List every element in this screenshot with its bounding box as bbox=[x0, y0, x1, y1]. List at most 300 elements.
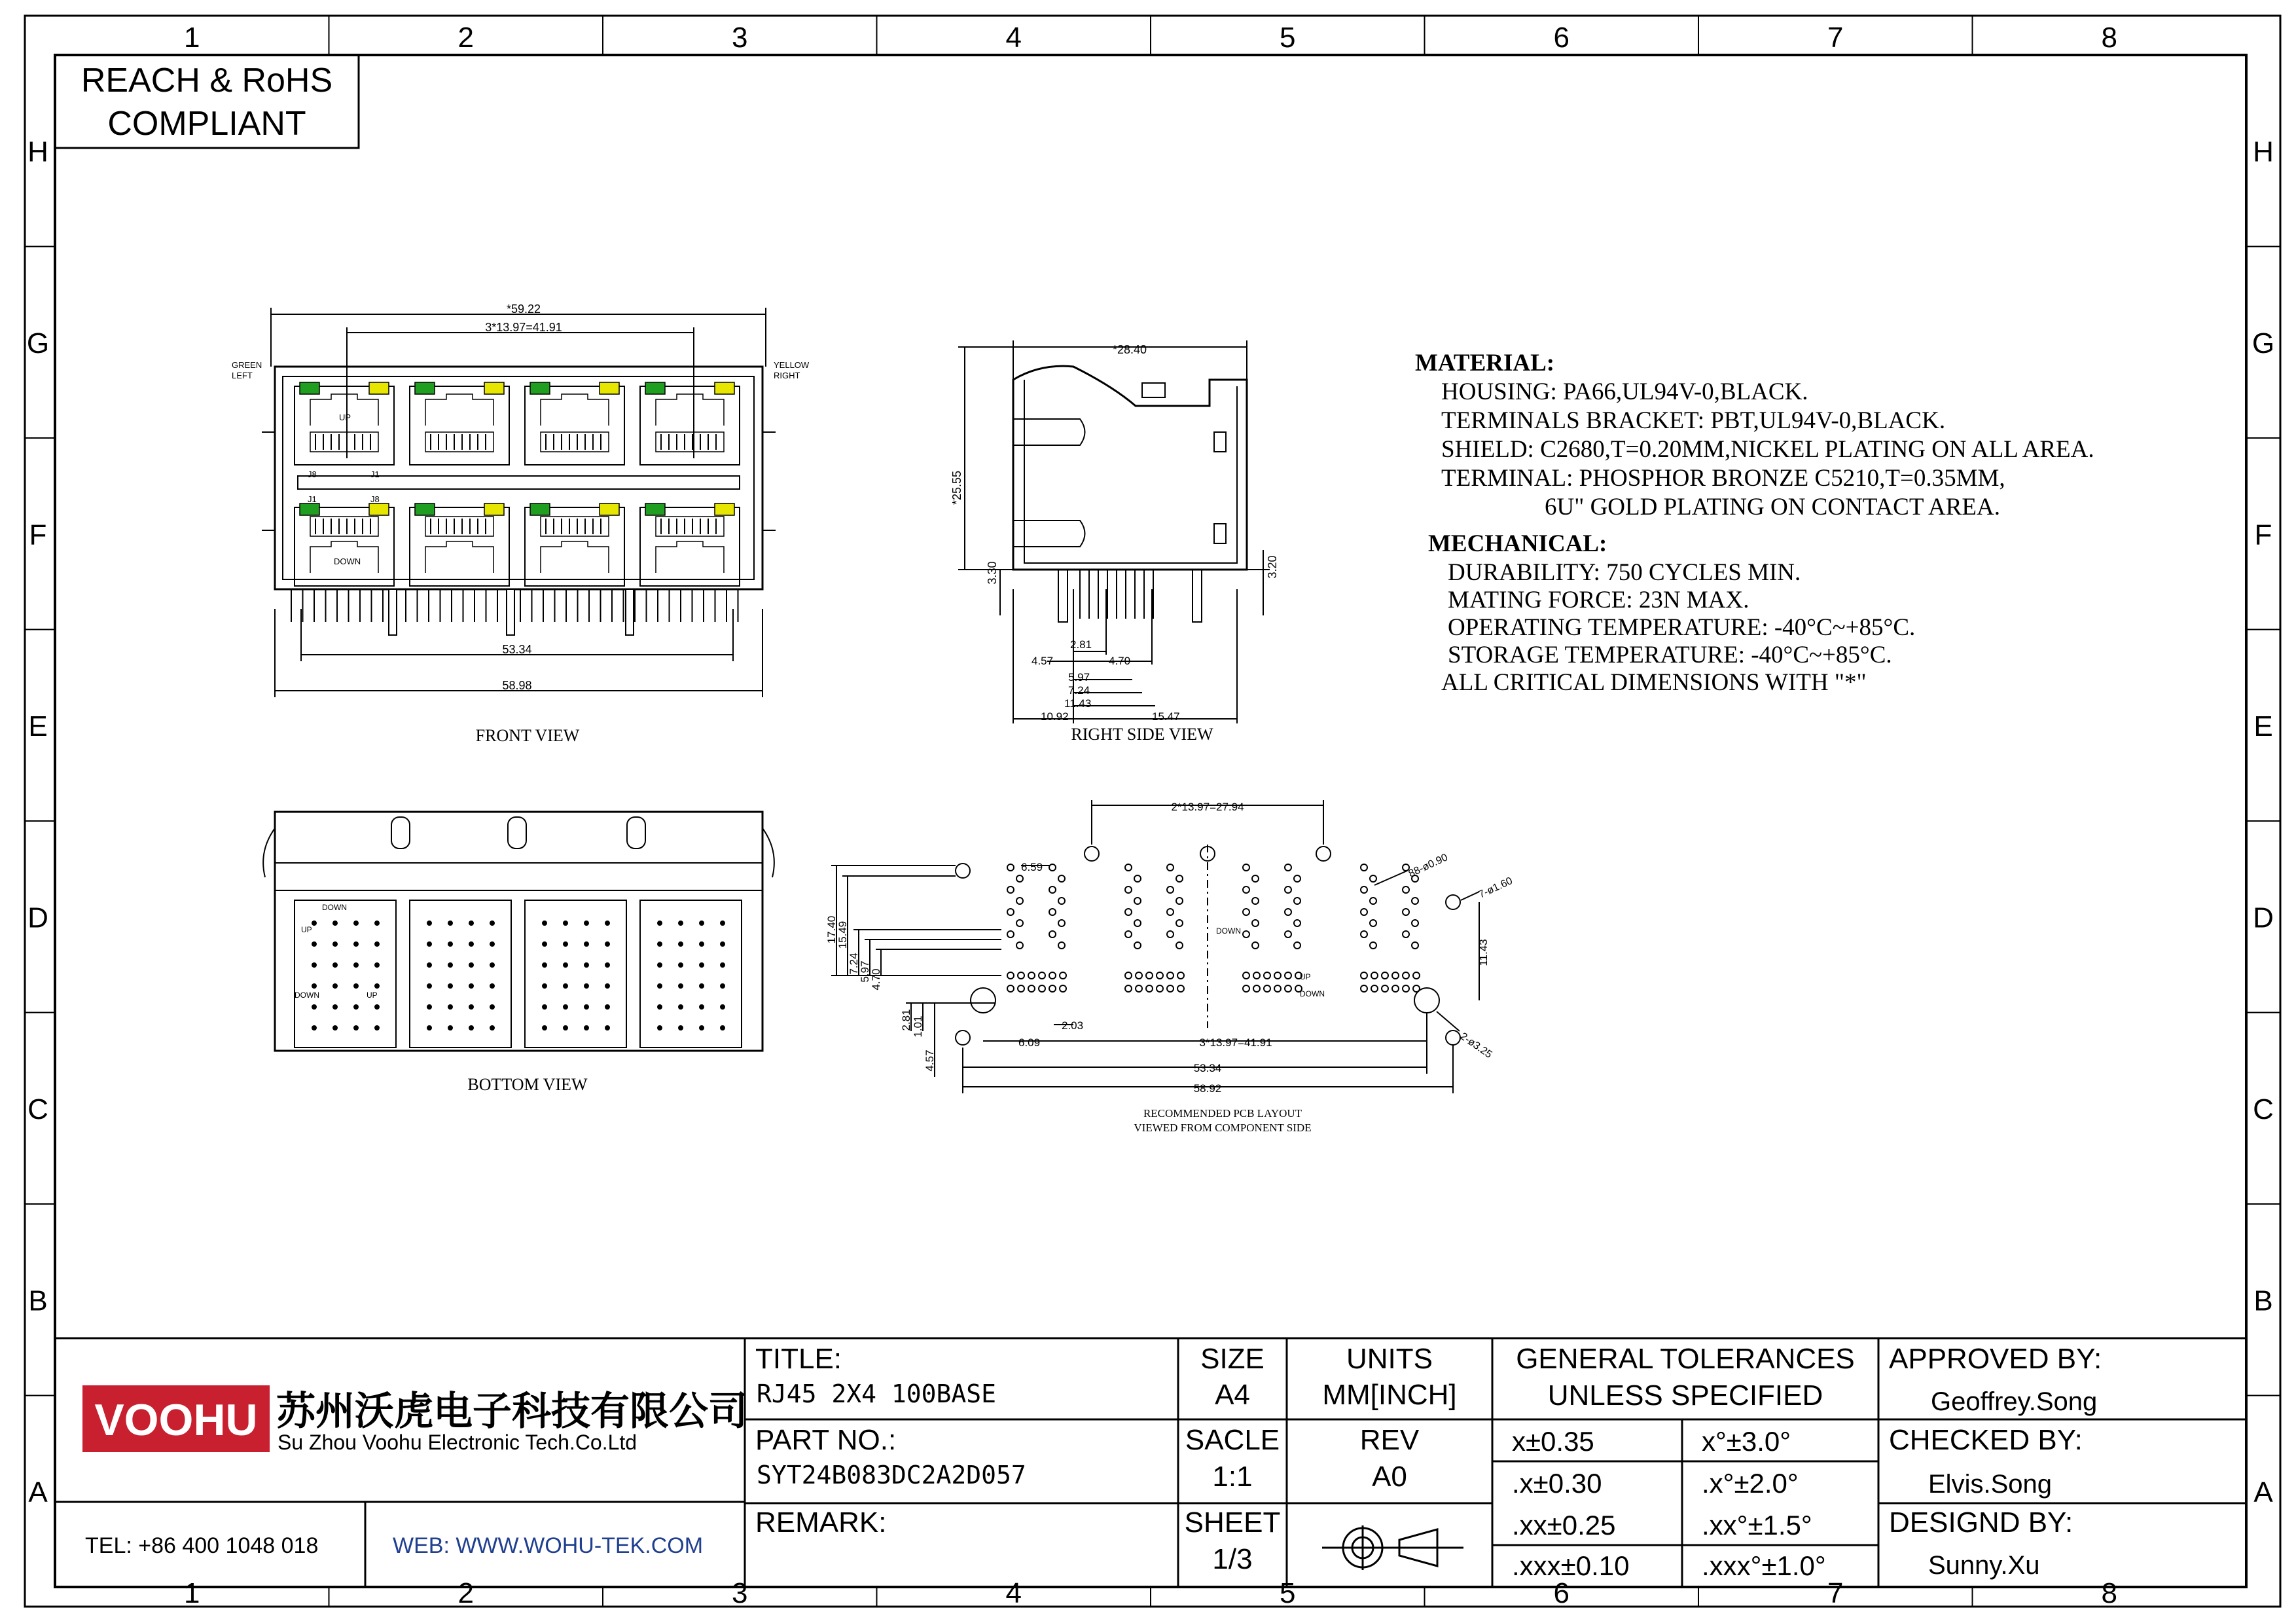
dim-pcb-1549: 15.49 bbox=[836, 921, 849, 949]
bottom-pin-dot bbox=[721, 1005, 725, 1009]
bottom-view-caption: BOTTOM VIEW bbox=[467, 1075, 588, 1094]
tol-linear-0: x±0.35 bbox=[1512, 1426, 1594, 1457]
bottom-pin-dot bbox=[333, 942, 337, 946]
zone-row-label: C bbox=[27, 1093, 48, 1125]
pcb-hole bbox=[1058, 942, 1065, 949]
bottom-pin-dot bbox=[333, 984, 337, 988]
bottom-pin-dot bbox=[448, 942, 452, 946]
tol-linear-1: .x±0.30 bbox=[1512, 1468, 1602, 1499]
bottom-pin-dot bbox=[375, 1026, 379, 1030]
pcb-hole bbox=[1285, 909, 1291, 915]
dim-pcb-top: 2*13.97=27.94 bbox=[1171, 801, 1244, 813]
dim-pcb-609: 6.09 bbox=[1018, 1036, 1041, 1049]
notes bbox=[1415, 350, 2094, 696]
pcb-hole bbox=[1252, 875, 1259, 882]
dim-pcb-281: 2.81 bbox=[900, 1009, 912, 1031]
pcb-hole bbox=[1058, 898, 1065, 904]
bottom-pin-dot bbox=[543, 942, 547, 946]
pcb-hole bbox=[1167, 886, 1174, 893]
post-pin bbox=[389, 589, 397, 635]
bottom-pin-dot bbox=[564, 921, 567, 925]
dim-side-724: 7.24 bbox=[1068, 684, 1090, 697]
pcb-hole bbox=[1134, 920, 1141, 926]
pcb-hole bbox=[1243, 972, 1249, 979]
bottom-pin-dot bbox=[312, 963, 316, 967]
zone-column-label: 7 bbox=[1827, 1577, 1844, 1609]
bottom-pin-dot bbox=[605, 942, 609, 946]
pcb-hole bbox=[1285, 931, 1291, 938]
pcb-hole bbox=[1007, 972, 1014, 979]
green-led bbox=[300, 382, 319, 394]
pcb-hole bbox=[1058, 875, 1065, 882]
label-pcb-down2: DOWN bbox=[1300, 989, 1325, 998]
green-led bbox=[300, 503, 319, 515]
compliance-box bbox=[55, 55, 359, 148]
compliance-line2: COMPLIANT bbox=[107, 105, 306, 143]
port-outline bbox=[410, 386, 509, 465]
pcb-hole bbox=[1167, 972, 1174, 979]
mechanical-line-3: OPERATING TEMPERATURE: -40°C~+85°C. bbox=[1448, 614, 1916, 641]
bottom-block bbox=[295, 900, 396, 1048]
pcb-hole bbox=[1370, 898, 1376, 904]
bottom-pin-dot bbox=[469, 1005, 473, 1009]
material-line-3: SHIELD: C2680,T=0.20MM,NICKEL PLATING ON ALL AREA. bbox=[1441, 436, 2094, 463]
bottom-pin-dot bbox=[490, 1005, 494, 1009]
label-right: RIGHT bbox=[774, 371, 800, 380]
pcb-hole bbox=[1285, 864, 1291, 871]
label-j8-top: J8 bbox=[308, 469, 317, 479]
contact-block bbox=[656, 432, 724, 452]
label-j8-bot: J8 bbox=[370, 494, 380, 504]
zone-row-label: H bbox=[27, 136, 48, 168]
mechanical-title: MECHANICAL: bbox=[1428, 530, 1607, 557]
pcb-hole bbox=[1058, 920, 1065, 926]
dim-side-1547: 15.47 bbox=[1152, 710, 1180, 723]
zone-row-label: D bbox=[2253, 902, 2274, 934]
zone-row-label: H bbox=[2253, 136, 2274, 168]
pcb-caption-line2: VIEWED FROM COMPONENT SIDE bbox=[1134, 1122, 1312, 1134]
compliance-line1: REACH & RoHS bbox=[81, 62, 333, 100]
bottom-pin-dot bbox=[700, 963, 704, 967]
checked-value: Elvis.Song bbox=[1928, 1470, 2052, 1499]
yellow-led bbox=[600, 503, 619, 515]
bottom-pin-dot bbox=[354, 942, 358, 946]
bottom-view-text bbox=[295, 903, 588, 1094]
side-view-caption: RIGHT SIDE VIEW bbox=[1071, 725, 1213, 744]
pcb-hole bbox=[1361, 909, 1367, 915]
bottom-pin-dot bbox=[448, 1026, 452, 1030]
dim-side-1143: 11.43 bbox=[1064, 697, 1092, 710]
bottom-pin-dot bbox=[375, 963, 379, 967]
side-view-text bbox=[950, 343, 1279, 744]
bottom-pin-dot bbox=[721, 984, 725, 988]
pcb-hole bbox=[1018, 972, 1024, 979]
green-led bbox=[645, 503, 665, 515]
pcb-hole bbox=[1243, 886, 1249, 893]
pcb-hole bbox=[1403, 886, 1409, 893]
pcb-hole bbox=[1016, 942, 1023, 949]
front-pins bbox=[291, 589, 738, 635]
company-name-cn: 苏州沃虎电子科技有限公司 bbox=[276, 1389, 747, 1433]
bottom-pin-dot bbox=[469, 963, 473, 967]
pcb-hole bbox=[1243, 985, 1249, 992]
pcb-hole bbox=[1049, 886, 1056, 893]
pcb-hole bbox=[1060, 985, 1066, 992]
title-block-text bbox=[755, 1343, 2102, 1581]
bottom-pin-dot bbox=[543, 1005, 547, 1009]
part-label: PART NO.: bbox=[755, 1424, 897, 1456]
zone-column-label: 1 bbox=[184, 22, 200, 54]
bottom-pin-dot bbox=[564, 984, 567, 988]
pcb-hole bbox=[1294, 875, 1300, 882]
zone-row-label: D bbox=[27, 902, 48, 934]
label-pcb-up1: UP bbox=[1300, 972, 1311, 981]
pcb-hole bbox=[1167, 931, 1174, 938]
contact-block bbox=[541, 432, 609, 452]
pcb-hole bbox=[1371, 972, 1378, 979]
pcb-hole bbox=[1049, 909, 1056, 915]
units-label: UNITS bbox=[1346, 1343, 1433, 1375]
pcb-layout bbox=[831, 800, 1479, 1093]
front-view-text bbox=[232, 302, 810, 745]
bottom-pin-dot bbox=[448, 921, 452, 925]
dim-pcb-hole090: 88-ø0.90 bbox=[1407, 852, 1450, 880]
contact-block bbox=[425, 432, 493, 452]
bottom-pin-dot bbox=[312, 1005, 316, 1009]
pcb-hole bbox=[1285, 972, 1291, 979]
pcb-hole bbox=[1243, 909, 1249, 915]
bottom-pin-dot bbox=[605, 963, 609, 967]
material-line-5: 6U" GOLD PLATING ON CONTACT AREA. bbox=[1545, 494, 2000, 520]
bottom-pin-dot bbox=[658, 984, 662, 988]
contact-block bbox=[310, 432, 378, 452]
zone-column-label: 6 bbox=[1553, 22, 1570, 54]
pcb-hole bbox=[1125, 985, 1132, 992]
company-logo bbox=[82, 1385, 270, 1452]
yellow-led bbox=[484, 503, 504, 515]
label-pcb-down1: DOWN bbox=[1216, 926, 1241, 936]
bottom-pin-dot bbox=[679, 921, 683, 925]
bottom-pin-dot bbox=[658, 921, 662, 925]
port-key bbox=[656, 541, 724, 573]
zone-row-label: G bbox=[2251, 327, 2275, 359]
green-led bbox=[415, 382, 435, 394]
pcb-hole bbox=[1134, 898, 1141, 904]
pcb-hole bbox=[1294, 920, 1300, 926]
material-line-1: HOUSING: PA66,UL94V-0,BLACK. bbox=[1441, 378, 1808, 405]
bottom-pin-dot bbox=[333, 1026, 337, 1030]
zone-column-label: 4 bbox=[1005, 1577, 1022, 1609]
bottom-pin-dot bbox=[721, 942, 725, 946]
bottom-pin-dot bbox=[658, 1026, 662, 1030]
designed-label: DESIGND BY: bbox=[1889, 1506, 2073, 1539]
contact-block bbox=[656, 517, 724, 536]
bottom-pin-dot bbox=[584, 1005, 588, 1009]
pcb-hole bbox=[1039, 972, 1045, 979]
bottom-block bbox=[410, 900, 511, 1048]
zone-row-label: A bbox=[2253, 1476, 2273, 1508]
pcb-hole bbox=[1125, 864, 1132, 871]
sheet-label: SHEET bbox=[1184, 1506, 1281, 1539]
dim-pcb-5334: 53.34 bbox=[1193, 1062, 1222, 1074]
sheet-value: 1/3 bbox=[1212, 1543, 1253, 1575]
bottom-pin-dot bbox=[448, 984, 452, 988]
label-green: GREEN bbox=[232, 360, 262, 370]
zone-column-label: 8 bbox=[2101, 1577, 2117, 1609]
pcb-hole bbox=[1167, 909, 1174, 915]
dim-side-1092: 10.92 bbox=[1041, 710, 1069, 723]
pcb-hole bbox=[1361, 972, 1367, 979]
part-value: SYT24B083DC2A2D057 bbox=[757, 1461, 1026, 1489]
pcb-hole bbox=[1274, 985, 1281, 992]
title-label: TITLE: bbox=[755, 1343, 842, 1375]
bottom-pin-dot bbox=[721, 963, 725, 967]
bottom-blocks bbox=[295, 900, 742, 1048]
scale-label: SACLE bbox=[1185, 1424, 1280, 1456]
bottom-pin-dot bbox=[543, 921, 547, 925]
port-key bbox=[425, 541, 493, 573]
pcb-hole bbox=[1016, 920, 1023, 926]
approved-value: Geoffrey.Song bbox=[1931, 1387, 2098, 1416]
pcb-layout-text bbox=[825, 801, 1515, 1134]
pcb-hole bbox=[1412, 942, 1418, 949]
zone-row-label: A bbox=[28, 1476, 48, 1508]
zone-row-label: B bbox=[28, 1285, 48, 1317]
pcb-hole bbox=[1382, 985, 1388, 992]
bottom-pin-dot bbox=[469, 921, 473, 925]
dim-pcb-597: 5.97 bbox=[859, 960, 871, 983]
pcb-hole bbox=[1252, 942, 1259, 949]
green-led bbox=[530, 382, 550, 394]
pcb-hole bbox=[1176, 920, 1183, 926]
port-outline bbox=[295, 507, 394, 586]
front-view bbox=[262, 308, 776, 697]
pcb-hole bbox=[1007, 985, 1014, 992]
label-bottom-up-bot: UP bbox=[367, 991, 378, 1000]
port-key bbox=[541, 541, 609, 573]
pcb-hole bbox=[1007, 864, 1014, 871]
bottom-block bbox=[525, 900, 626, 1048]
pcb-hole bbox=[1049, 985, 1056, 992]
dim-pcb-hole160: 7-ø1.60 bbox=[1477, 875, 1515, 901]
pcb-hole bbox=[1392, 985, 1399, 992]
bottom-pin-dot bbox=[679, 1026, 683, 1030]
pcb-hole bbox=[1028, 985, 1035, 992]
pcb-hole bbox=[1125, 909, 1132, 915]
bottom-pin-dot bbox=[469, 942, 473, 946]
bottom-pin-dot bbox=[427, 942, 431, 946]
pcb-hole bbox=[1134, 942, 1141, 949]
pcb-hole bbox=[1382, 972, 1388, 979]
bottom-pin-dot bbox=[312, 921, 316, 925]
zone-row-label: F bbox=[29, 519, 47, 551]
tol-angular-3: .xxx°±1.0° bbox=[1702, 1550, 1826, 1581]
pcb-hole bbox=[1136, 972, 1142, 979]
pcb-hole bbox=[1039, 985, 1045, 992]
dim-pcb-hole325: 2-ø3.25 bbox=[1458, 1030, 1494, 1061]
zone-row-label: G bbox=[26, 327, 50, 359]
zone-row-label: E bbox=[2253, 710, 2273, 742]
bottom-pin-dot bbox=[584, 921, 588, 925]
size-value: A4 bbox=[1215, 1379, 1250, 1411]
pcb-hole bbox=[1007, 931, 1014, 938]
green-led bbox=[645, 382, 665, 394]
dim-side-330: 3.30 bbox=[986, 561, 999, 585]
bottom-pin-dot bbox=[375, 1005, 379, 1009]
port-key bbox=[425, 394, 493, 426]
bottom-pin-dot bbox=[679, 942, 683, 946]
pcb-hole bbox=[1176, 875, 1183, 882]
pcb-hole bbox=[1403, 909, 1409, 915]
zone-column-label: 4 bbox=[1005, 22, 1022, 54]
pcb-hole bbox=[1412, 920, 1418, 926]
pcb-hole bbox=[1361, 931, 1367, 938]
pcb-hole bbox=[1403, 931, 1409, 938]
pcb-hole bbox=[1167, 864, 1174, 871]
label-up: UP bbox=[339, 412, 351, 422]
label-j1-bot: J1 bbox=[308, 494, 317, 504]
material-title: MATERIAL: bbox=[1415, 350, 1555, 376]
dim-pcb-1740: 17.40 bbox=[825, 915, 838, 944]
zone-column-label: 6 bbox=[1553, 1577, 1570, 1609]
bottom-pin-dot bbox=[490, 963, 494, 967]
dim-pcb-5892: 58.92 bbox=[1193, 1082, 1222, 1095]
bottom-pin-dot bbox=[658, 1005, 662, 1009]
pcb-hole bbox=[1413, 972, 1420, 979]
tel: TEL: +86 400 1048 018 bbox=[85, 1533, 319, 1558]
yellow-led bbox=[715, 382, 734, 394]
dim-pcb-470: 4.70 bbox=[870, 968, 882, 991]
port-outline bbox=[640, 386, 740, 465]
label-yellow: YELLOW bbox=[774, 360, 810, 370]
dim-pcb-1143: 11.43 bbox=[1477, 939, 1490, 966]
pcb-hole bbox=[1176, 898, 1183, 904]
dim-pcb-203: 2.03 bbox=[1062, 1019, 1084, 1032]
bottom-pin-dot bbox=[333, 1005, 337, 1009]
label-down: DOWN bbox=[334, 556, 361, 566]
title-block-symbol bbox=[1322, 1525, 1463, 1570]
bottom-pin-dot bbox=[490, 1026, 494, 1030]
bottom-pin-dot bbox=[543, 963, 547, 967]
bottom-pin-dot bbox=[333, 921, 337, 925]
remark-label: REMARK: bbox=[755, 1506, 887, 1539]
dim-pcb-101: 1.01 bbox=[912, 1015, 924, 1038]
pcb-hole bbox=[1252, 898, 1259, 904]
tol-linear-2: .xx±0.25 bbox=[1512, 1510, 1616, 1541]
zone-row-label: B bbox=[2253, 1285, 2273, 1317]
bottom-pin-dot bbox=[605, 984, 609, 988]
zone-column-label: 8 bbox=[2101, 22, 2117, 54]
mechanical-line-2: MATING FORCE: 23N MAX. bbox=[1448, 587, 1749, 613]
designed-value: Sunny.Xu bbox=[1928, 1551, 2040, 1580]
mechanical-line-5: ALL CRITICAL DIMENSIONS WITH "*" bbox=[1441, 669, 1867, 696]
zone-column-label: 2 bbox=[457, 22, 474, 54]
dim-front-overall-bottom: 58.98 bbox=[502, 679, 532, 692]
pcb-hole bbox=[1157, 972, 1163, 979]
bottom-pin-dot bbox=[564, 963, 567, 967]
web-url: WEB: WWW.WOHU-TEK.COM bbox=[393, 1533, 704, 1558]
bottom-pin-dot bbox=[658, 963, 662, 967]
post-pin bbox=[507, 589, 514, 635]
pcb-hole bbox=[1243, 931, 1249, 938]
port-outline bbox=[295, 386, 394, 465]
tol-linear-3: .xxx±0.10 bbox=[1512, 1550, 1630, 1581]
dim-pcb-659: 6.59 bbox=[1021, 861, 1043, 873]
pcb-hole bbox=[1274, 972, 1281, 979]
bottom-pin-dot bbox=[564, 942, 567, 946]
bottom-pin-dot bbox=[312, 1026, 316, 1030]
zone-column-label: 1 bbox=[184, 1577, 200, 1609]
pcb-hole bbox=[1146, 985, 1153, 992]
pcb-hole bbox=[1413, 985, 1420, 992]
zone-column-label: 7 bbox=[1827, 22, 1844, 54]
bottom-pin-dot bbox=[679, 963, 683, 967]
bottom-pin-dot bbox=[469, 984, 473, 988]
pcb-hole bbox=[1285, 985, 1291, 992]
pcb-hole bbox=[1370, 942, 1376, 949]
dim-side-470: 4.70 bbox=[1109, 655, 1131, 667]
dim-front-pitch: 3*13.97=41.91 bbox=[485, 321, 562, 334]
zone-row-label: E bbox=[28, 710, 48, 742]
units-value: MM[INCH] bbox=[1322, 1379, 1457, 1411]
dim-pcb-457: 4.57 bbox=[924, 1049, 936, 1072]
pcb-hole bbox=[1403, 972, 1409, 979]
pcb-hole bbox=[1361, 985, 1367, 992]
mechanical-line-1: DURABILITY: 750 CYCLES MIN. bbox=[1448, 559, 1801, 586]
bottom-pin-dot bbox=[700, 984, 704, 988]
pcb-hole bbox=[1403, 985, 1409, 992]
bottom-pin-dot bbox=[584, 1026, 588, 1030]
pcb-hole bbox=[1146, 972, 1153, 979]
zone-column-label: 3 bbox=[732, 1577, 748, 1609]
zone-column-label: 3 bbox=[732, 22, 748, 54]
bottom-pin-dot bbox=[333, 963, 337, 967]
label-left: LEFT bbox=[232, 371, 253, 380]
yellow-led bbox=[715, 503, 734, 515]
green-led bbox=[415, 503, 435, 515]
dim-side-height: *25.55 bbox=[950, 470, 963, 505]
company-name-en: Su Zhou Voohu Electronic Tech.Co.Ltd bbox=[278, 1431, 637, 1454]
label-j1-top: J1 bbox=[370, 469, 380, 479]
dim-front-overall-top: *59.22 bbox=[506, 302, 541, 316]
bottom-pin-dot bbox=[490, 984, 494, 988]
yellow-led bbox=[484, 382, 504, 394]
contact-block bbox=[310, 517, 378, 536]
yellow-led bbox=[369, 382, 389, 394]
pcb-hole bbox=[1028, 972, 1035, 979]
pcb-hole bbox=[1176, 942, 1183, 949]
bottom-pin-dot bbox=[375, 984, 379, 988]
bottom-block bbox=[640, 900, 742, 1048]
pcb-hole bbox=[1243, 864, 1249, 871]
pcb-hole bbox=[1007, 909, 1014, 915]
tol-angular-2: .xx°±1.5° bbox=[1702, 1510, 1812, 1541]
pcb-hole bbox=[1060, 972, 1066, 979]
tol-angular-1: .x°±2.0° bbox=[1702, 1468, 1799, 1499]
bottom-pin-dot bbox=[700, 1005, 704, 1009]
pcb-hole bbox=[1018, 985, 1024, 992]
bottom-pin-dot bbox=[564, 1026, 567, 1030]
port-outline bbox=[525, 386, 624, 465]
bottom-pin-dot bbox=[312, 984, 316, 988]
pcb-hole bbox=[1371, 985, 1378, 992]
rev-label: REV bbox=[1359, 1424, 1420, 1456]
bottom-pin-dot bbox=[354, 963, 358, 967]
rev-value: A0 bbox=[1372, 1461, 1407, 1493]
bottom-pin-dot bbox=[543, 984, 547, 988]
size-label: SIZE bbox=[1200, 1343, 1265, 1375]
scale-value: 1:1 bbox=[1212, 1461, 1253, 1493]
